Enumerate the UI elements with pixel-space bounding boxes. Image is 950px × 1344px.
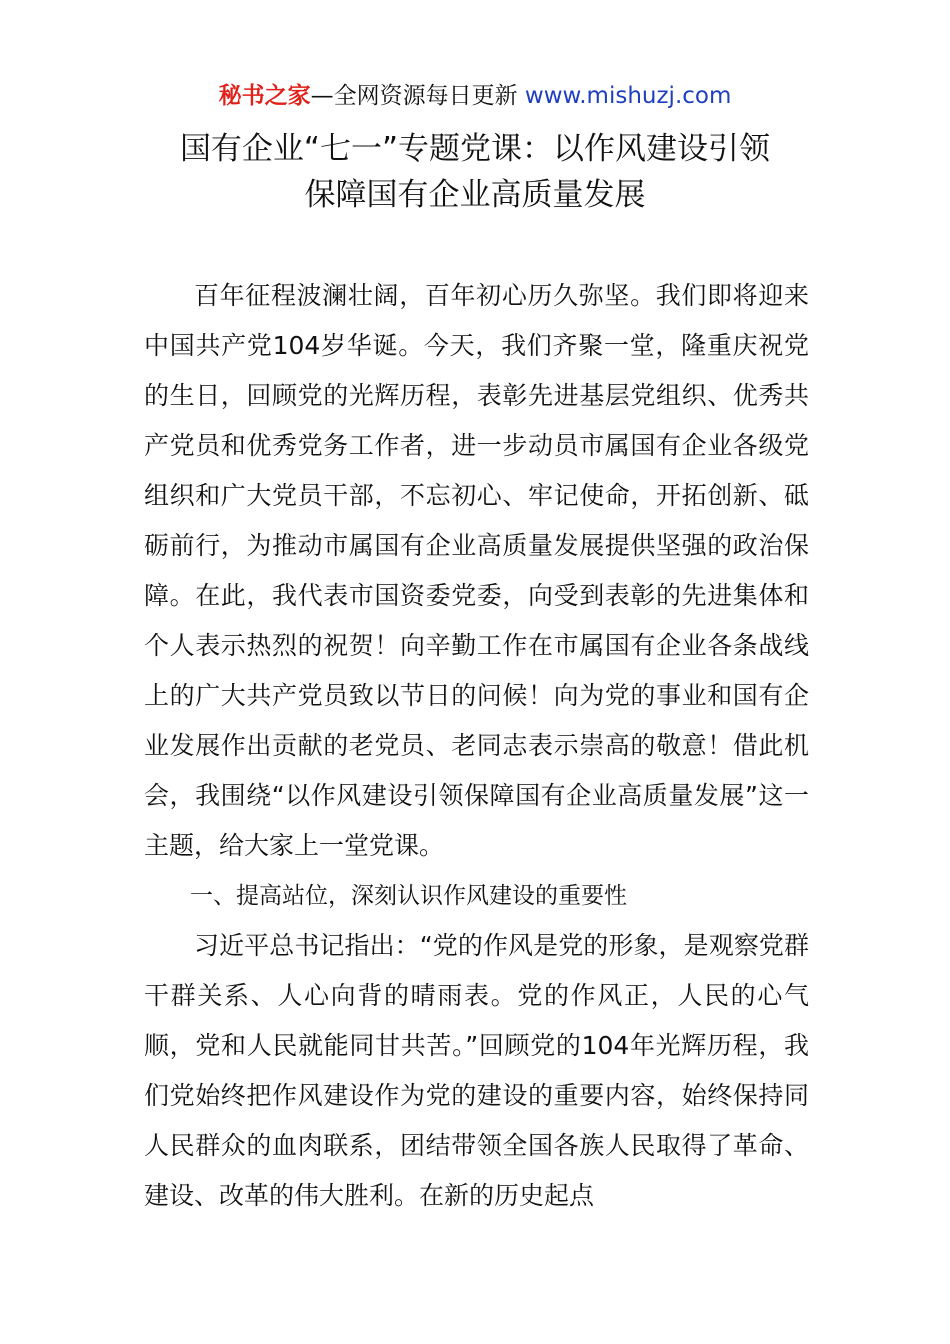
site-banner xyxy=(0,80,950,112)
paragraph-intro: 百年征程波澜壮阔，百年初心历久弥坚。我们即将迎来中国共产党104岁华诞。今天，我们齐聚一堂，隆重庆祝党的生日，回顾党的光辉历程，表彰先进基层党组织、优秀共产党员和优秀党务工作者，进一步动员市属国有企业各级党组织和广大党员干部，不忘初心、牢记使命，开拓创新、砥砺前行，为推动市属国有企业高质量发展提供坚强的政治保障。在此，我代表市国资委党委，向受到表彰的先进集体和个人表示热烈的祝贺！向辛勤工作在市属国有企业各条战线上的广大共产党员致以节日的问候！向为党的事业和国有企业发展作出贡献的老党员、老同志表示崇高的敬意！借此机会，我围绕“以作风建设引领保障国有企业高质量发展”这一主题，给大家上一堂党课。 xyxy=(144,281,809,860)
document-title xyxy=(0,126,950,218)
site-url[interactable]: www.mishuzj.com xyxy=(524,83,732,109)
brand-name: 秘书之家 xyxy=(218,83,311,109)
banner-tagline: —全网资源每日更新 xyxy=(310,83,518,109)
title-line-2: 保障国有企业高质量发展 xyxy=(304,177,646,213)
paragraph-section-1: 习近平总书记指出：“党的作风是党的形象，是观察党群干群关系、人心向背的晴雨表。党的作风正，人民的心气顺，党和人民就能同甘共苦。”回顾党的104年光辉历程，我们党始终把作风建设作为党的建设的重要内容，始终保持同人民群众的血肉联系，团结带领全国各族人民取得了革命、建设、改革的伟大胜利。在新的历史起点 xyxy=(144,931,809,1210)
document-body xyxy=(144,271,809,1221)
title-line-1: 国有企业“七一”专题党课：以作风建设引领 xyxy=(179,131,771,167)
section-heading-1: 一、提高站位，深刻认识作风建设的重要性 xyxy=(190,883,627,909)
